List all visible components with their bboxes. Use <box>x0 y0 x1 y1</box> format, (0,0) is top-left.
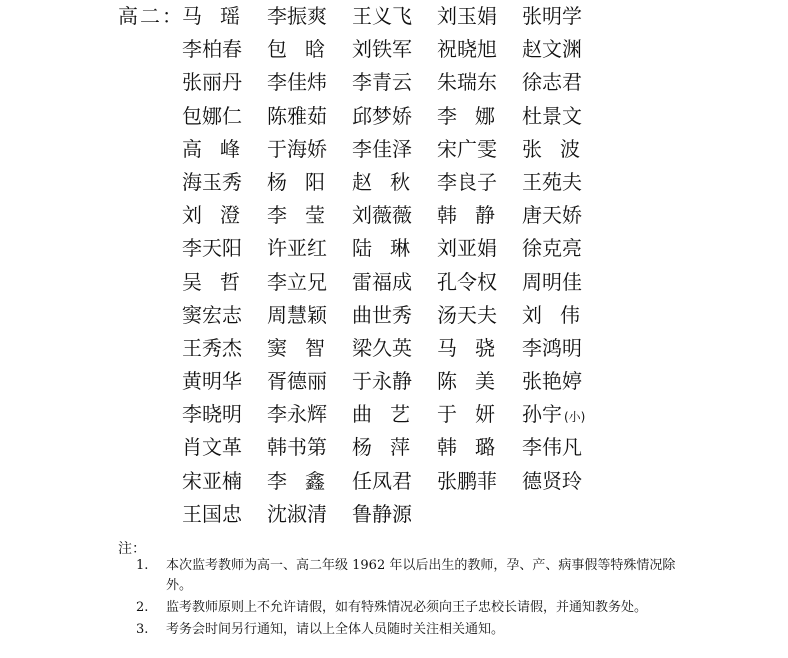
teacher-name: 李良子 <box>437 169 497 194</box>
teacher-name: 徐克亮 <box>522 236 582 261</box>
note-item <box>136 620 696 640</box>
teacher-name: 王秀杰 <box>182 335 242 360</box>
name-row <box>182 303 607 336</box>
name-row <box>182 369 607 402</box>
teacher-name: 鲁静源 <box>352 501 412 526</box>
teacher-name: 王苑夫 <box>522 169 582 194</box>
teacher-name: 王义飞 <box>352 4 412 28</box>
teacher-name: 朱瑞东 <box>437 70 497 95</box>
teacher-name: 徐志君 <box>522 70 582 95</box>
teacher-name: 李永辉 <box>267 402 327 427</box>
teacher-name: 陆琳 <box>352 236 428 261</box>
teacher-name: 李天阳 <box>182 236 242 261</box>
note-text: 考务会时间另行通知，请以上全体人员随时关注相关通知。 <box>166 622 505 637</box>
teacher-name: 马骁 <box>437 335 513 360</box>
suffix-note: (小) <box>564 410 586 425</box>
teacher-name: 刘亚娟 <box>437 236 497 261</box>
notes-label: 注： <box>118 541 146 557</box>
teacher-name: 李鑫 <box>267 468 343 493</box>
teacher-name: 刘伟 <box>522 302 598 327</box>
teacher-name: 肖文革 <box>182 435 242 460</box>
teacher-name: 韩静 <box>437 203 513 228</box>
teacher-name: 张丽丹 <box>182 70 242 95</box>
teacher-name: 李莹 <box>267 203 343 228</box>
note-number: 1. <box>136 558 149 573</box>
name-row <box>182 4 607 37</box>
teacher-name: 汤天夫 <box>437 302 497 327</box>
teacher-name <box>437 502 522 535</box>
teacher-name: 张波 <box>522 136 598 161</box>
teacher-name: 德贤玲 <box>522 468 582 493</box>
name-row <box>182 137 607 170</box>
teacher-name: 刘薇薇 <box>352 203 412 228</box>
teacher-name: 孙宇 (小) <box>522 402 586 427</box>
teacher-name: 雷福成 <box>352 269 412 294</box>
teacher-name: 李伟凡 <box>522 435 582 460</box>
teacher-name: 胥德丽 <box>267 369 327 394</box>
teacher-name: 张明学 <box>522 4 582 28</box>
name-row <box>182 402 607 435</box>
name-row <box>182 469 607 502</box>
teacher-name: 窦宏志 <box>182 302 242 327</box>
teacher-name: 韩书第 <box>267 435 327 460</box>
name-row <box>182 236 607 269</box>
teacher-name: 李佳炜 <box>267 70 327 95</box>
teacher-name: 刘铁军 <box>352 37 412 62</box>
teacher-name: 海玉秀 <box>182 169 242 194</box>
teacher-name: 李柏春 <box>182 37 242 62</box>
teacher-name: 曲世秀 <box>352 302 412 327</box>
teacher-name: 高峰 <box>182 136 258 161</box>
teacher-name: 杜景文 <box>522 103 582 128</box>
teacher-name: 赵秋 <box>352 169 428 194</box>
note-number: 2. <box>136 600 149 615</box>
note-item <box>136 598 696 618</box>
teacher-name: 唐天娇 <box>522 203 582 228</box>
teacher-name: 梁久英 <box>352 335 412 360</box>
teacher-name: 孔令权 <box>437 269 497 294</box>
teacher-name: 李佳泽 <box>352 136 412 161</box>
teacher-name: 韩璐 <box>437 435 513 460</box>
teacher-name: 张鹏菲 <box>437 468 497 493</box>
name-row <box>182 203 607 236</box>
teacher-name: 吴哲 <box>182 269 258 294</box>
teacher-name: 于妍 <box>437 402 513 427</box>
teacher-name: 窦智 <box>267 335 343 360</box>
teacher-name: 沈淑清 <box>267 501 327 526</box>
name-row <box>182 170 607 203</box>
teacher-name-table <box>182 4 607 535</box>
teacher-name: 马瑶 <box>182 4 258 28</box>
teacher-name: 李青云 <box>352 70 412 95</box>
teacher-name: 李鸿明 <box>522 335 582 360</box>
teacher-name: 李晓明 <box>182 402 242 427</box>
name-row <box>182 104 607 137</box>
name-row <box>182 435 607 468</box>
teacher-name <box>522 502 607 535</box>
name-row <box>182 336 607 369</box>
teacher-name: 刘玉娟 <box>437 4 497 28</box>
teacher-name: 陈美 <box>437 369 513 394</box>
note-item <box>136 556 696 596</box>
teacher-name: 于永静 <box>352 369 412 394</box>
notes-list <box>136 556 696 642</box>
teacher-name: 李振爽 <box>267 4 327 28</box>
teacher-name: 包娜仁 <box>182 103 242 128</box>
teacher-name: 王国忠 <box>182 501 242 526</box>
teacher-name: 邱梦娇 <box>352 103 412 128</box>
teacher-name: 曲艺 <box>352 402 428 427</box>
name-row <box>182 70 607 103</box>
grade-label: 高二： <box>118 4 184 28</box>
teacher-name: 周明佳 <box>522 269 582 294</box>
teacher-name: 李立兄 <box>267 269 327 294</box>
teacher-name: 任凤君 <box>352 468 412 493</box>
teacher-name: 宋亚楠 <box>182 468 242 493</box>
teacher-name: 于海娇 <box>267 136 327 161</box>
teacher-name: 祝晓旭 <box>437 37 497 62</box>
note-number: 3. <box>136 622 149 637</box>
teacher-name: 杨阳 <box>267 169 343 194</box>
teacher-name: 宋广雯 <box>437 136 497 161</box>
teacher-name: 赵文渊 <box>522 37 582 62</box>
note-text: 监考教师原则上不允许请假，如有特殊情况必须向王子忠校长请假，并通知教务处。 <box>166 600 648 615</box>
teacher-name: 周慧颖 <box>267 302 327 327</box>
name-row <box>182 270 607 303</box>
note-text: 本次监考教师为高一、高二年级 1962 年以后出生的教师，孕、产、病事假等特殊情况除外。 <box>166 558 676 593</box>
teacher-name: 李娜 <box>437 103 513 128</box>
teacher-name: 杨萍 <box>352 435 428 460</box>
teacher-name: 张艳婷 <box>522 369 582 394</box>
name-row <box>182 502 607 535</box>
teacher-name: 许亚红 <box>267 236 327 261</box>
teacher-name: 包晗 <box>267 37 343 62</box>
name-row <box>182 37 607 70</box>
teacher-name: 刘澄 <box>182 203 258 228</box>
teacher-name: 陈雅茹 <box>267 103 327 128</box>
teacher-name: 黄明华 <box>182 369 242 394</box>
